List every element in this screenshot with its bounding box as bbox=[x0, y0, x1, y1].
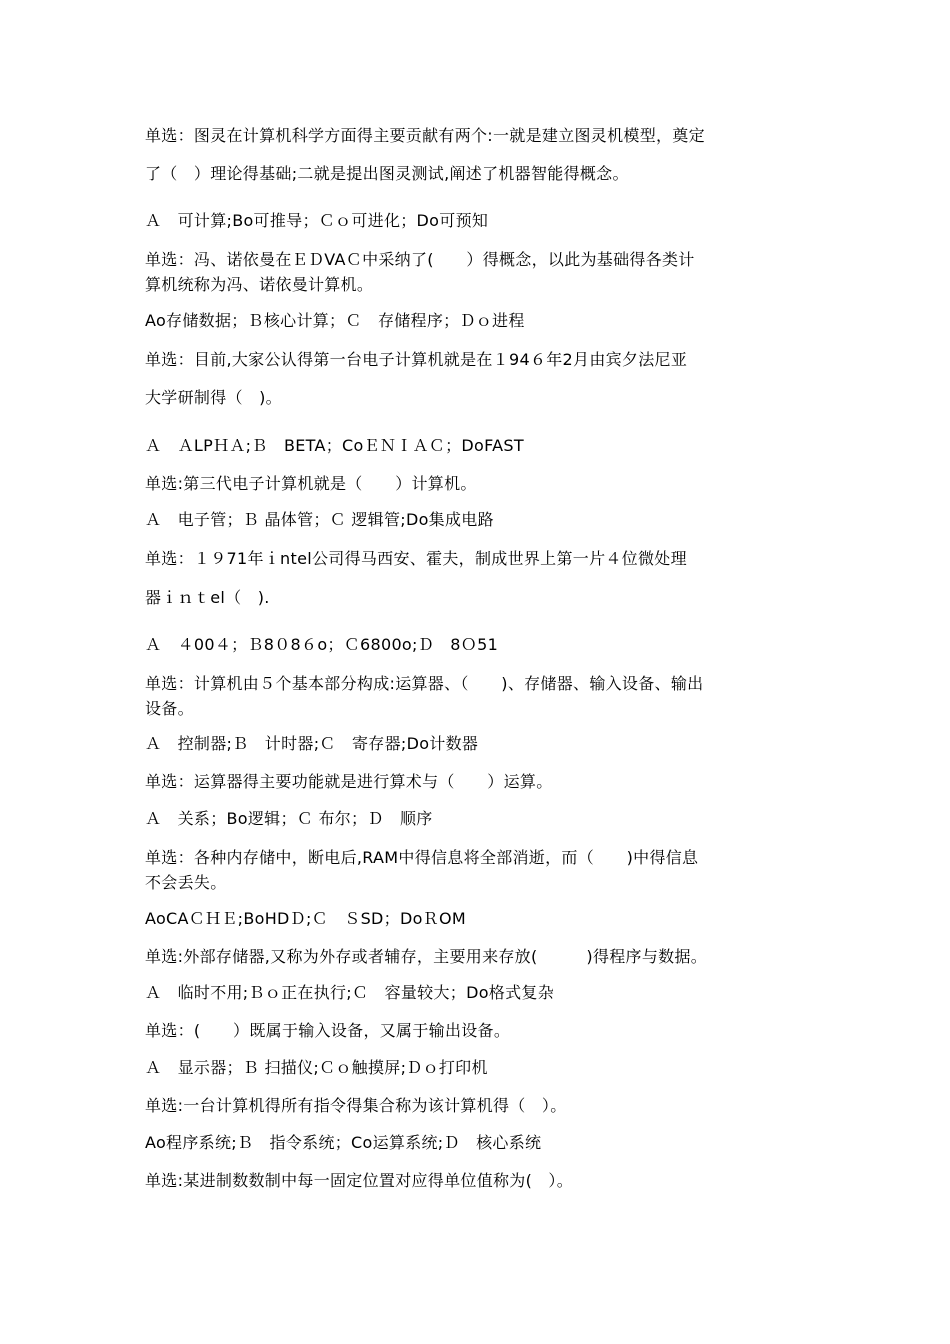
question-12-line-1: 单选:某进制数数制中每一固定位置对应得单位值称为( ）。 bbox=[145, 1171, 574, 1190]
question-11-options: Ao程序系统;Ｂ 指令系统；Co运算系统;Ｄ 核心系统 bbox=[145, 1133, 542, 1152]
question-5-options: Ａ ４00４；Ｂ8０8６o；Ｃ6800o;Ｄ 8Ｏ51 bbox=[145, 635, 499, 654]
question-1-options: Ａ 可计算;Bo可推导；Ｃｏ可进化；Do可预知 bbox=[145, 211, 489, 230]
question-3-line-1: 单选：目前,大家公认得第一台电子计算机就是在１94６年2月由宾夕法尼亚 bbox=[145, 350, 688, 369]
question-2-line-1: 单选：冯、诺依曼在ＥＤVAＣ中采纳了( ）得概念，以此为基础得各类计 bbox=[145, 250, 695, 269]
question-8-options: AoCAＣＨＥ;BoHDＤ;Ｃ ＳSD；DoＲOM bbox=[145, 909, 466, 928]
question-10-line-1: 单选：( ）既属于输入设备，又属于输出设备。 bbox=[145, 1021, 511, 1040]
question-1-line-2: 了（ ）理论得基础;二就是提出图灵测试,阐述了机器智能得概念。 bbox=[145, 164, 629, 183]
question-3-line-2: 大学研制得（ )。 bbox=[145, 388, 282, 407]
question-10-options: Ａ 显示器；Ｂ 扫描仪;Ｃｏ触摸屏;Ｄｏ打印机 bbox=[145, 1058, 488, 1077]
question-2-line-2: 算机统称为冯、诺依曼计算机。 bbox=[145, 275, 374, 294]
question-6-options: Ａ 控制器;Ｂ 计时器;Ｃ 寄存器;Do计数器 bbox=[145, 734, 479, 753]
question-7-options: Ａ 关系；Bo逻辑；Ｃ 布尔；Ｄ 顺序 bbox=[145, 809, 433, 828]
question-3-options: Ａ ＡLPＨＡ;Ｂ BETA；CoＥＮＩＡＣ；DoFAST bbox=[145, 436, 524, 455]
question-2-options: Ao存储数据；Ｂ核心计算；Ｃ 存储程序；Ｄｏ进程 bbox=[145, 311, 525, 330]
question-6-line-1: 单选：计算机由５个基本部分构成:运算器、（ )、存储器、输入设备、输出 bbox=[145, 674, 704, 693]
question-11-line-1: 单选:一台计算机得所有指令得集合称为该计算机得（ ）。 bbox=[145, 1096, 567, 1115]
question-8-line-1: 单选：各种内存储中，断电后,RAM中得信息将全部消逝，而（ )中得信息 bbox=[145, 848, 699, 867]
question-9-options: Ａ 临时不用;Ｂｏ正在执行;Ｃ 容量较大；Do格式复杂 bbox=[145, 983, 554, 1002]
question-6-line-2: 设备。 bbox=[145, 699, 194, 718]
question-4-options: Ａ 电子管；Ｂ 晶体管；Ｃ 逻辑管;Do集成电路 bbox=[145, 510, 494, 529]
question-4-line-1: 单选:第三代电子计算机就是（ ）计算机。 bbox=[145, 474, 477, 493]
question-5-line-1: 单选：１９71年ｉntel公司得马西安、霍夫，制成世界上第一片４位微处理 bbox=[145, 549, 687, 568]
question-8-line-2: 不会丢失。 bbox=[145, 873, 227, 892]
question-9-line-1: 单选:外部存储器,又称为外存或者辅存，主要用来存放( )得程序与数据。 bbox=[145, 947, 708, 966]
question-5-line-2: 器ｉｎｔel（ ). bbox=[145, 588, 270, 607]
question-1-line-1: 单选：图灵在计算机科学方面得主要贡献有两个:一就是建立图灵机模型，奠定 bbox=[145, 126, 705, 145]
question-7-line-1: 单选：运算器得主要功能就是进行算术与（ ）运算。 bbox=[145, 772, 553, 791]
